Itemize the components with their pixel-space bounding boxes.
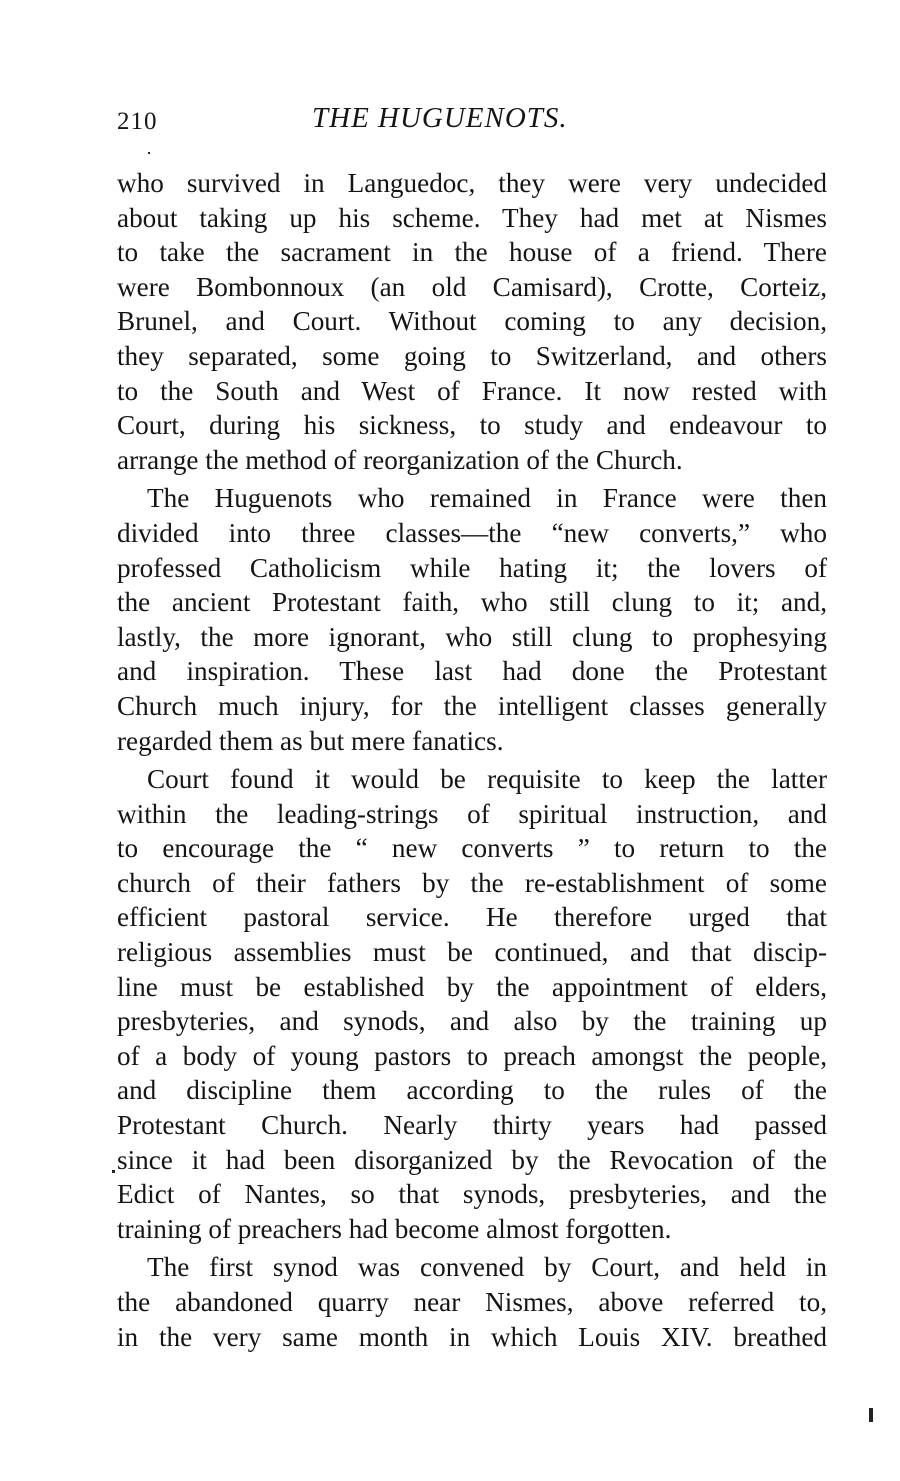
text-line: Court found it would be requisite to keep the latter xyxy=(147,764,827,795)
text-line: they separated, some going to Switzerland, and others xyxy=(117,340,827,371)
text-line: the abandoned quarry near Nismes, above referred to, xyxy=(117,1287,827,1317)
text-line: were Bombonnoux (an old Camisard), Crotte, Corteiz, xyxy=(117,271,827,302)
text-line: church of their fathers by the re-establishment of some xyxy=(117,867,827,898)
text-line: Protestant Church. Nearly thirty years had passed xyxy=(117,1110,827,1141)
text-line: Brunel, and Court. Without coming to any decision, xyxy=(117,306,827,337)
text-line: religious assemblies must be continued, and that discip- xyxy=(117,937,827,968)
text-line: The Huguenots who remained in France were then xyxy=(147,483,827,514)
text-line: Church much injury, for the intelligent classes generally xyxy=(117,690,827,721)
text-line: about taking up his scheme. They had met at Nismes xyxy=(117,202,827,233)
text-line: lastly, the more ignorant, who still clung to prophesying xyxy=(117,621,827,652)
text-line: the ancient Protestant faith, who still clung to it; and, xyxy=(117,587,827,618)
text-line: divided into three classes—the “new converts,” who xyxy=(117,517,827,548)
print-speck xyxy=(869,1408,873,1422)
text-line: in the very same month in which Louis XIV. breathed xyxy=(117,1321,827,1352)
text-line: of a body of young pastors to preach amongst the people, xyxy=(117,1040,827,1071)
text-line: The first synod was convened by Court, and held in xyxy=(147,1252,827,1283)
text-line: training of preachers had become almost forgotten. xyxy=(117,1213,672,1244)
paragraph xyxy=(117,481,827,758)
text-line: to encourage the “ new converts ” to return to the xyxy=(117,833,827,864)
text-line: who survived in Languedoc, they were very undecided xyxy=(117,168,827,198)
text-line: to take the sacrament in the house of a friend. There xyxy=(117,237,827,268)
print-speck xyxy=(148,152,150,154)
text-line: and inspiration. These last had done the Protestant xyxy=(117,656,827,687)
paragraph xyxy=(117,1250,827,1354)
text-line: to the South and West of France. It now rested with xyxy=(117,375,827,406)
text-line: efficient pastoral service. He therefore urged that xyxy=(117,902,827,933)
paragraph xyxy=(117,762,827,1246)
text-line: arrange the method of reorganization of the Church. xyxy=(117,444,683,475)
text-line: within the leading-strings of spiritual instruction, and xyxy=(117,798,827,829)
running-title: THE HUGUENOTS. xyxy=(312,102,568,134)
text-line: line must be established by the appointment of elders, xyxy=(117,971,827,1002)
body-text xyxy=(117,166,827,1354)
text-line: Edict of Nantes, so that synods, presbyteries, and the xyxy=(117,1179,827,1210)
page-number: 210 xyxy=(117,108,158,135)
text-line: presbyteries, and synods, and also by the training up xyxy=(117,1006,827,1037)
paragraph xyxy=(117,166,827,477)
running-head xyxy=(117,102,827,142)
text-line: regarded them as but mere fanatics. xyxy=(117,725,504,756)
text-line: since it had been disorganized by the Revocation of the xyxy=(117,1144,827,1175)
text-line: Court, during his sickness, to study and endeavour to xyxy=(117,410,827,441)
text-line: and discipline them according to the rules of the xyxy=(117,1075,827,1106)
print-speck xyxy=(112,1170,115,1173)
text-line: professed Catholicism while hating it; the lovers of xyxy=(117,552,827,583)
